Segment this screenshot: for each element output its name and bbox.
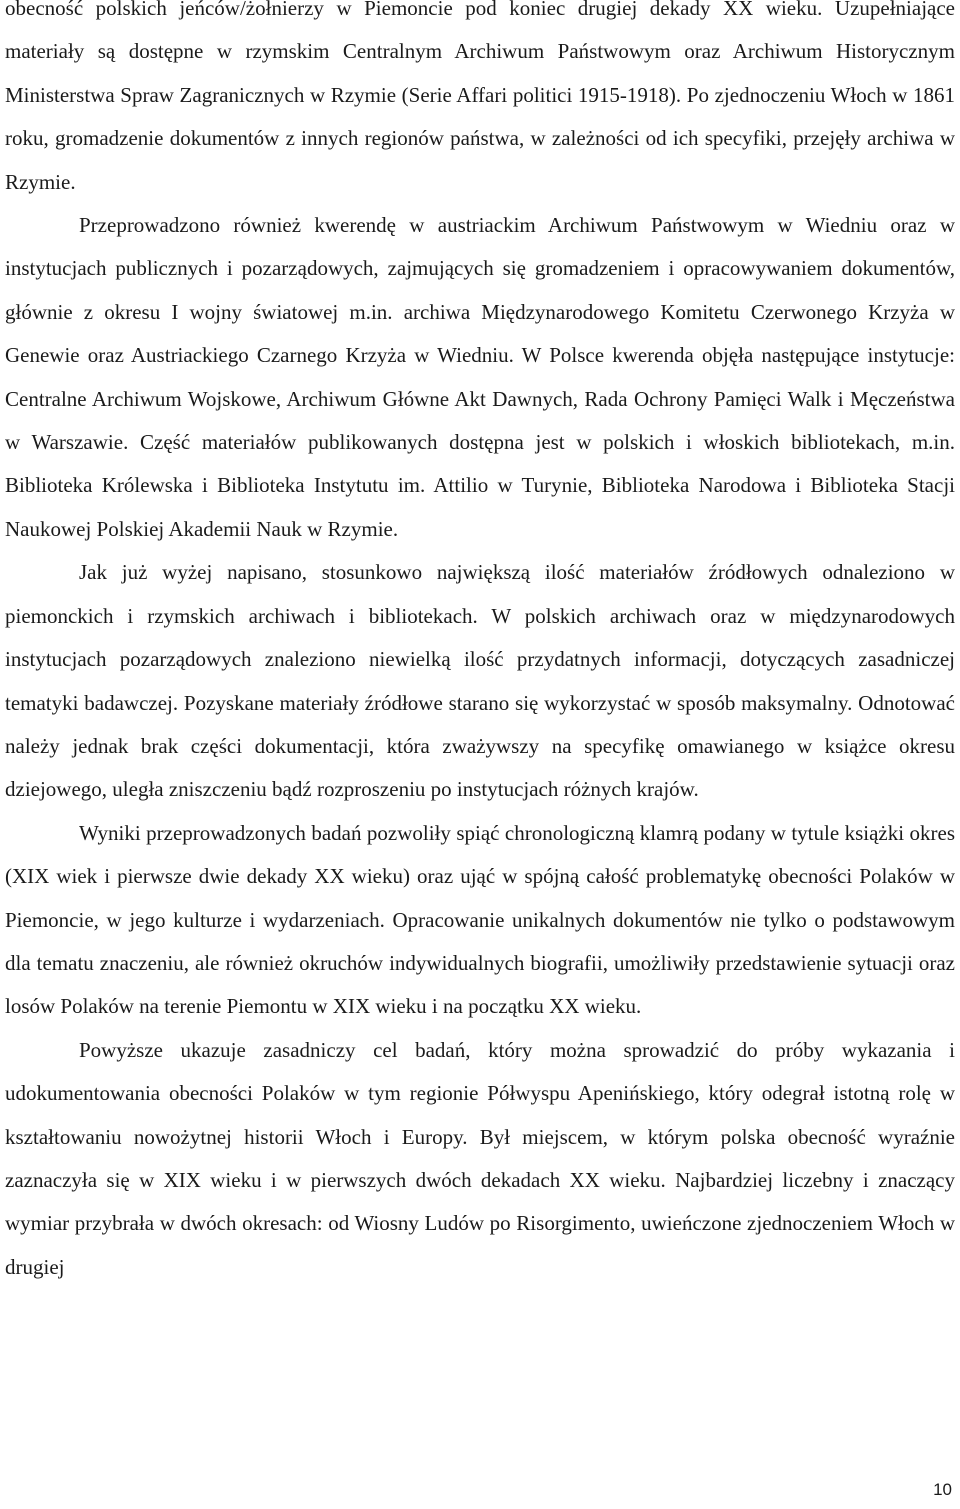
page-number: 10 — [933, 1480, 952, 1499]
document-page — [5, 0, 955, 1289]
paragraph-1: obecność polskich jeńców/żołnierzy w Piemoncie pod koniec drugiej dekady XX wieku. Uzupełniające materiały są dostępne w rzymskim Centralnym Archiwum Państwowym oraz Archiwum Historycznym Ministerstwa Spraw Zagranicznych w Rzymie (Serie Affari politici 1915-1918). Po zjednoczeniu Włoch w 1861 roku, gromadzenie dokumentów z innych regionów państwa, w zależności od ich specyfiki, przejęły archiwa w Rzymie. — [5, 0, 955, 194]
paragraph-2: Przeprowadzono również kwerendę w austriackim Archiwum Państwowym w Wiedniu oraz w instytucjach publicznych i pozarządowych, zajmujących się gromadzeniem i opracowywaniem dokumentów, głównie z okresu I wojny światowej m.in. archiwa Międzynarodowego Komitetu Czerwonego Krzyża w Genewie oraz Austriackiego Czarnego Krzyża w Wiedniu. W Polsce kwerenda objęła następujące instytucje: Centralne Archiwum Wojskowe, Archiwum Główne Akt Dawnych, Rada Ochrony Pamięci Walk i Męczeństwa w Warszawie. Część materiałów publikowanych dostępna jest w polskich i włoskich bibliotekach, m.in. Biblioteka Królewska i Biblioteka Instytutu im. Attilio w Turynie, Biblioteka Narodowa i Biblioteka Stacji Naukowej Polskiej Akademii Nauk w Rzymie. — [5, 213, 955, 541]
paragraph-4: Wyniki przeprowadzonych badań pozwoliły spiąć chronologiczną klamrą podany w tytule książki okres (XIX wiek i pierwsze dwie dekady XX wieku) oraz ująć w spójną całość problematykę obecności Polaków w Piemoncie, w jego kulturze i wydarzeniach. Opracowanie unikalnych dokumentów nie tylko o podstawowym dla tematu znaczeniu, ale również okruchów indywidualnych biografii, umożliwiły przedstawienie sytuacji oraz losów Polaków na terenie Piemontu w XIX wieku i na początku XX wieku. — [5, 820, 955, 1019]
paragraph-3: Jak już wyżej napisano, stosunkowo największą ilość materiałów źródłowych odnaleziono w piemonckich i rzymskich archiwach i bibliotekach. W polskich archiwach oraz w międzynarodowych instytucjach pozarządowych znaleziono niewielką ilość przydatnych informacji, dotyczących zasadniczej tematyki badawczej. Pozyskane materiały źródłowe starano się wykorzystać w sposób maksymalny. Odnotować należy jednak brak części dokumentacji, która zważywszy na specyfikę omawianego w książce okresu dziejowego, uległa zniszczeniu bądź rozproszeniu po instytucjach różnych krajów. — [5, 560, 955, 802]
paragraph-5: Powyższe ukazuje zasadniczy cel badań, który można sprowadzić do próby wykazania i udokumentowania obecności Polaków w tym regionie Półwyspu Apenińskiego, który odegrał istotną rolę w kształtowaniu nowożytnej historii Włoch i Europy. Był miejscem, w którym polska obecność wyraźnie zaznaczyła się w XIX wieku i w pierwszych dwóch dekadach XX wieku. Najbardziej liczebny i znaczący wymiar przybrała w dwóch okresach: od Wiosny Ludów po Risorgimento, uwieńczone zjednoczeniem Włoch w drugiej — [5, 1037, 955, 1279]
